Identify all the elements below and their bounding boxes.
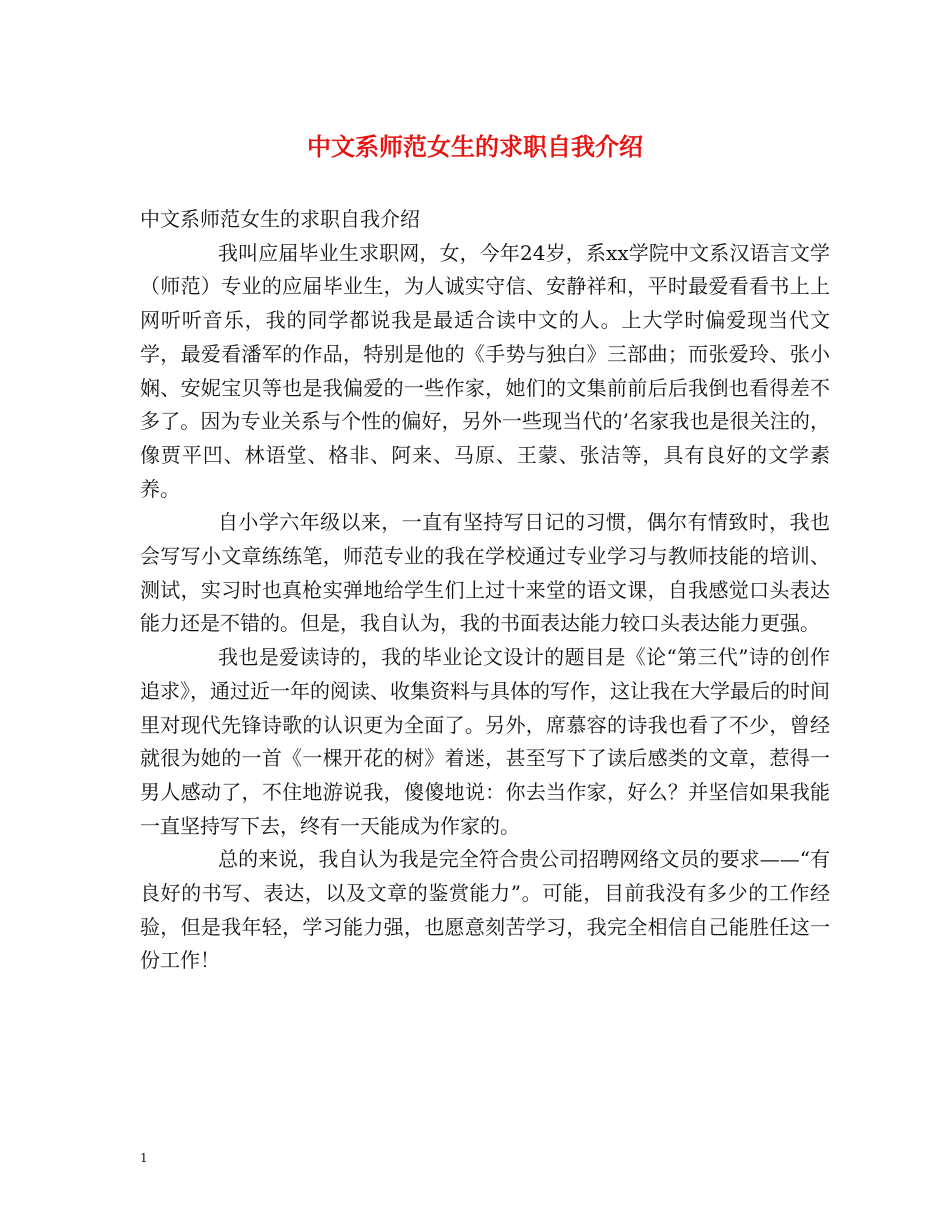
paragraph-introduction: 我叫应届毕业生求职网，女，今年24岁，系xx学院中文系汉语言文学（师范）专业的应届毕业生，为人诚实守信、安静祥和，平时最爱看看书上上网听听音乐，我的同学都说我是最适合读中文的人。上大学时偏爱现当代文学，最爱看潘军的作品，特别是他的《手势与独白》三部曲；而张爱玲、张小娴、安妮宝贝等也是我偏爱的一些作家，她们的文集前前后后我倒也看得差不多了。因为专业关系与个性的偏好，另外一些现当代的’名家我也是很关注的，像贾平凹、林语堂、格非、阿来、马原、王蒙、张洁等，具有良好的文学素养。 [140, 240, 830, 501]
page-number: 1 [140, 1151, 148, 1165]
document-body [140, 203, 830, 978]
document-subtitle: 中文系师范女生的求职自我介绍 [140, 207, 420, 231]
paragraph-writing-skills: 自小学六年级以来，一直有坚持写日记的习惯，偶尔有情致时，我也会写写小文章练练笔，师范专业的我在学校通过专业学习与教师技能的培训、测试，实习时也真枪实弹地给学生们上过十来堂的语文课，自我感觉口头表达能力还是不错的。但是，我自认为，我的书面表达能力较口头表达能力更强。 [140, 510, 830, 636]
document-title: 中文系师范女生的求职自我介绍 [307, 132, 643, 161]
paragraph-conclusion: 总的来说，我自认为我是完全符合贵公司招聘网络文员的要求——“有良好的书写、表达，以及文章的鉴赏能力”。可能，目前我没有多少的工作经验，但是我年轻，学习能力强，也愿意刻苦学习，我完全相信自己能胜任这一份工作！ [140, 847, 830, 973]
paragraph-poetry: 我也是爱读诗的，我的毕业论文设计的题目是《论“第三代”诗的创作追求》，通过近一年的阅读、收集资料与具体的写作，这让我在大学最后的时间里对现代先锋诗歌的认识更为全面了。另外，席慕容的诗我也看了不少，曾经就很为她的一首《一棵开花的树》着迷，甚至写下了读后感类的文章，惹得一男人感动了，不住地游说我，傻傻地说：你去当作家，好么？并坚信如果我能一直坚持写下去，终有一天能成为作家的。 [140, 645, 830, 838]
